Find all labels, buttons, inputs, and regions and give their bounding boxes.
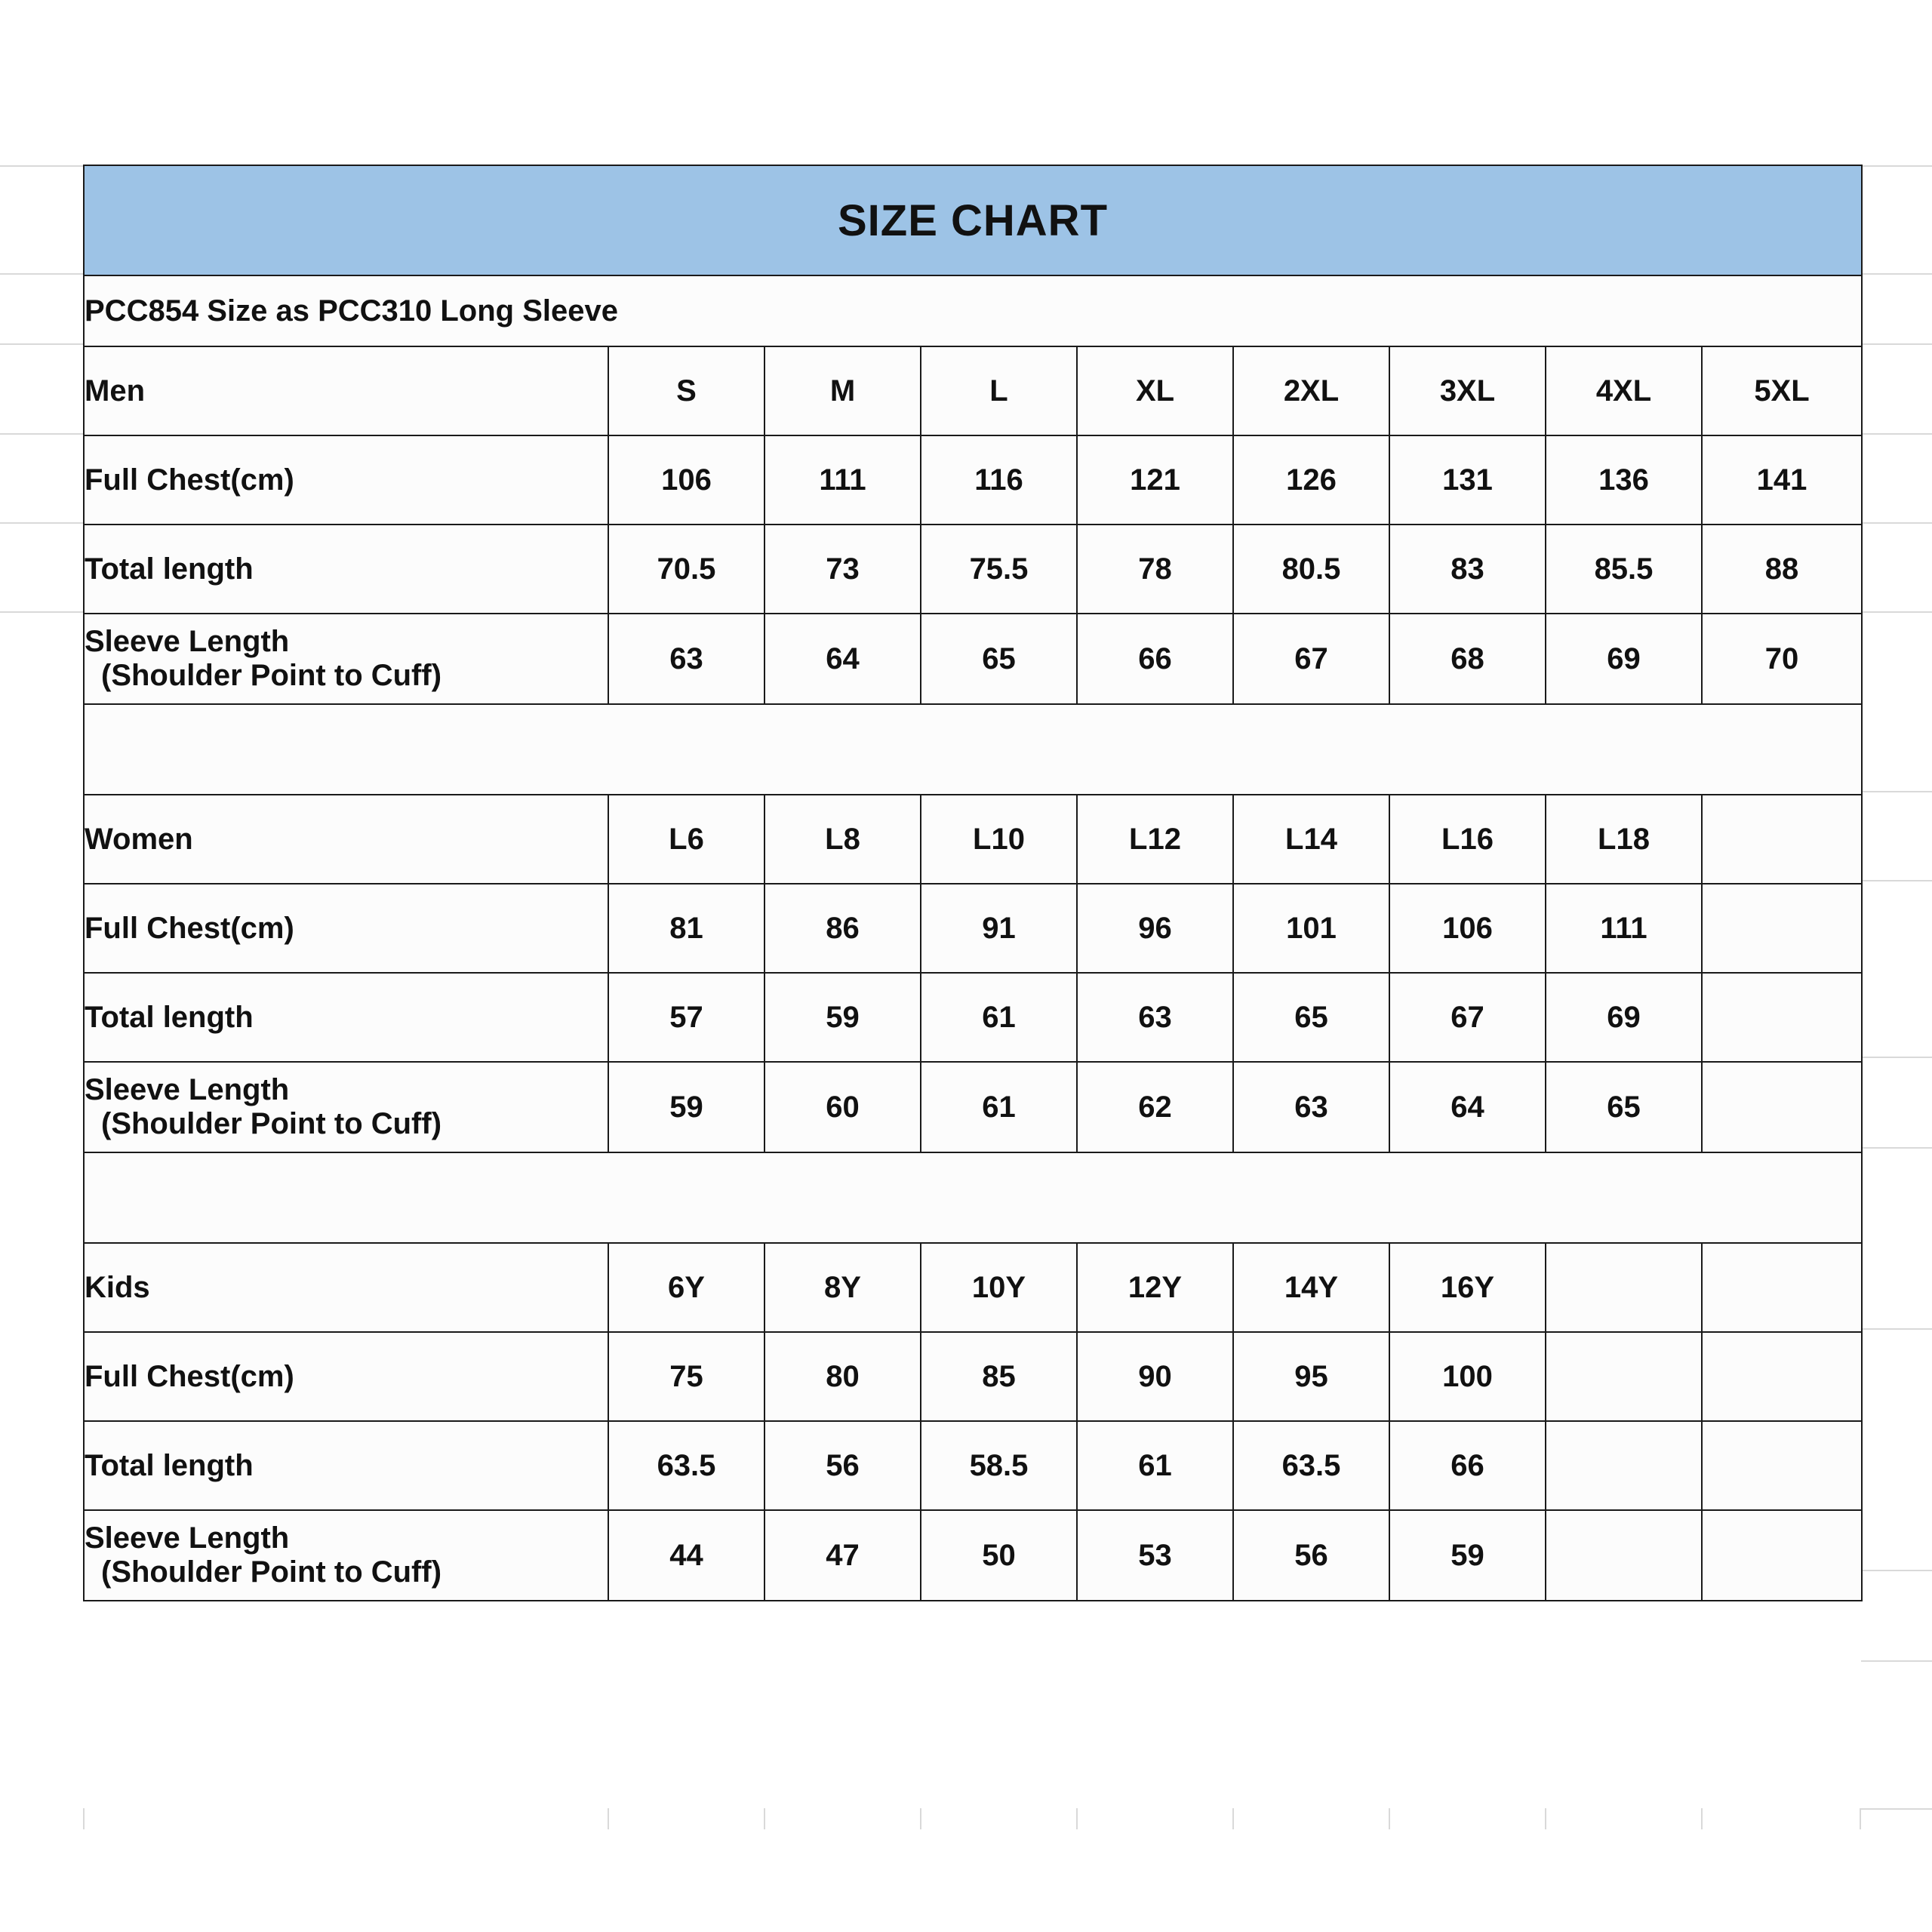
measure-cell: 80.5 bbox=[1233, 525, 1389, 614]
section-label-women: Women bbox=[84, 795, 608, 884]
row-label-full-chest: Full Chest(cm) bbox=[84, 435, 608, 525]
subtitle-text: PCC854 Size as PCC310 Long Sleeve bbox=[84, 275, 1862, 346]
size-header-cell: L14 bbox=[1233, 795, 1389, 884]
gridline-stub bbox=[1861, 273, 1932, 275]
measure-cell: 141 bbox=[1702, 435, 1862, 525]
section-label-men: Men bbox=[84, 346, 608, 435]
row-label-sleeve-length bbox=[84, 614, 608, 704]
table-row-kids-length bbox=[84, 1421, 1862, 1510]
size-header-cell-empty bbox=[1702, 795, 1862, 884]
measure-cell: 66 bbox=[1389, 1421, 1546, 1510]
table-row-men-sleeve bbox=[84, 614, 1862, 704]
measure-cell-empty bbox=[1702, 973, 1862, 1062]
size-header-cell: L10 bbox=[921, 795, 1077, 884]
table-row-men-header bbox=[84, 346, 1862, 435]
measure-cell: 83 bbox=[1389, 525, 1546, 614]
measure-cell: 62 bbox=[1077, 1062, 1233, 1152]
sleeve-label-sub: (Shoulder Point to Cuff) bbox=[101, 1555, 442, 1589]
measure-cell: 60 bbox=[764, 1062, 921, 1152]
table-row-women-sleeve bbox=[84, 1062, 1862, 1152]
measure-cell-empty bbox=[1702, 884, 1862, 973]
measure-cell: 57 bbox=[608, 973, 764, 1062]
page-title: SIZE CHART bbox=[84, 165, 1862, 275]
size-header-cell: 5XL bbox=[1702, 346, 1862, 435]
gridline-stub bbox=[0, 343, 83, 345]
measure-cell: 50 bbox=[921, 1510, 1077, 1601]
size-header-cell-empty bbox=[1702, 1243, 1862, 1332]
size-header-cell: 3XL bbox=[1389, 346, 1546, 435]
measure-cell: 58.5 bbox=[921, 1421, 1077, 1510]
row-label-total-length: Total length bbox=[84, 1421, 608, 1510]
gridline-stub bbox=[1861, 1660, 1932, 1662]
measure-cell: 73 bbox=[764, 525, 921, 614]
size-header-cell: 2XL bbox=[1233, 346, 1389, 435]
size-header-cell: 10Y bbox=[921, 1243, 1077, 1332]
table-row-women-chest bbox=[84, 884, 1862, 973]
gridline-stub bbox=[1861, 433, 1932, 435]
measure-cell: 95 bbox=[1233, 1332, 1389, 1421]
size-chart-table bbox=[83, 165, 1863, 1601]
measure-cell: 59 bbox=[764, 973, 921, 1062]
measure-cell-empty bbox=[1702, 1062, 1862, 1152]
size-header-cell: 8Y bbox=[764, 1243, 921, 1332]
measure-cell: 86 bbox=[764, 884, 921, 973]
measure-cell: 61 bbox=[921, 1062, 1077, 1152]
measure-cell: 69 bbox=[1546, 973, 1702, 1062]
row-label-sleeve-length bbox=[84, 1062, 608, 1152]
measure-cell: 96 bbox=[1077, 884, 1233, 973]
size-header-cell-empty bbox=[1546, 1243, 1702, 1332]
measure-cell: 63.5 bbox=[1233, 1421, 1389, 1510]
gridline-stub bbox=[1861, 1328, 1932, 1330]
measure-cell: 88 bbox=[1702, 525, 1862, 614]
measure-cell: 63 bbox=[1077, 973, 1233, 1062]
size-header-cell: S bbox=[608, 346, 764, 435]
sleeve-label-main: Sleeve Length bbox=[85, 1073, 290, 1107]
table-row-women-length bbox=[84, 973, 1862, 1062]
gridline-stub bbox=[1861, 880, 1932, 881]
measure-cell-empty bbox=[1702, 1421, 1862, 1510]
measure-cell: 44 bbox=[608, 1510, 764, 1601]
table-row-men-length bbox=[84, 525, 1862, 614]
measure-cell: 85 bbox=[921, 1332, 1077, 1421]
spacer-row bbox=[84, 1152, 1862, 1243]
gridline-stub bbox=[83, 1808, 85, 1829]
size-header-cell: 16Y bbox=[1389, 1243, 1546, 1332]
measure-cell: 53 bbox=[1077, 1510, 1233, 1601]
gridline-stub bbox=[1861, 343, 1932, 345]
size-header-cell: L6 bbox=[608, 795, 764, 884]
measure-cell: 59 bbox=[1389, 1510, 1546, 1601]
size-header-cell: L bbox=[921, 346, 1077, 435]
spacer-row bbox=[84, 704, 1862, 795]
measure-cell: 136 bbox=[1546, 435, 1702, 525]
spacer-cell bbox=[84, 704, 1862, 795]
size-header-cell: L8 bbox=[764, 795, 921, 884]
gridline-stub bbox=[0, 165, 83, 167]
measure-cell: 65 bbox=[1546, 1062, 1702, 1152]
table-row-women-header bbox=[84, 795, 1862, 884]
gridline-stub bbox=[1861, 1057, 1932, 1058]
measure-cell: 101 bbox=[1233, 884, 1389, 973]
measure-cell: 75.5 bbox=[921, 525, 1077, 614]
gridline-stub bbox=[1545, 1808, 1546, 1829]
measure-cell: 56 bbox=[764, 1421, 921, 1510]
measure-cell: 64 bbox=[1389, 1062, 1546, 1152]
measure-cell: 81 bbox=[608, 884, 764, 973]
measure-cell: 66 bbox=[1077, 614, 1233, 704]
spacer-cell bbox=[84, 1152, 1862, 1243]
table-row-kids-header bbox=[84, 1243, 1862, 1332]
section-label-kids: Kids bbox=[84, 1243, 608, 1332]
size-header-cell: L16 bbox=[1389, 795, 1546, 884]
row-label-full-chest: Full Chest(cm) bbox=[84, 1332, 608, 1421]
measure-cell: 121 bbox=[1077, 435, 1233, 525]
measure-cell: 70.5 bbox=[608, 525, 764, 614]
subtitle-row bbox=[84, 275, 1862, 346]
measure-cell: 80 bbox=[764, 1332, 921, 1421]
measure-cell: 100 bbox=[1389, 1332, 1546, 1421]
gridline-stub bbox=[1861, 1147, 1932, 1149]
measure-cell: 61 bbox=[921, 973, 1077, 1062]
measure-cell: 56 bbox=[1233, 1510, 1389, 1601]
gridline-stub bbox=[1701, 1808, 1703, 1829]
sleeve-label-main: Sleeve Length bbox=[85, 1521, 290, 1555]
gridline-stub bbox=[0, 273, 83, 275]
measure-cell: 47 bbox=[764, 1510, 921, 1601]
measure-cell: 70 bbox=[1702, 614, 1862, 704]
measure-cell: 68 bbox=[1389, 614, 1546, 704]
gridline-stub bbox=[0, 433, 83, 435]
measure-cell: 69 bbox=[1546, 614, 1702, 704]
size-header-cell: L18 bbox=[1546, 795, 1702, 884]
measure-cell: 65 bbox=[1233, 973, 1389, 1062]
measure-cell: 106 bbox=[1389, 884, 1546, 973]
measure-cell: 59 bbox=[608, 1062, 764, 1152]
measure-cell-empty bbox=[1702, 1332, 1862, 1421]
gridline-stub bbox=[0, 522, 83, 524]
gridline-stub bbox=[1861, 611, 1932, 613]
measure-cell: 85.5 bbox=[1546, 525, 1702, 614]
row-label-total-length: Total length bbox=[84, 525, 608, 614]
measure-cell: 61 bbox=[1077, 1421, 1233, 1510]
sleeve-label-sub: (Shoulder Point to Cuff) bbox=[101, 1107, 442, 1140]
sleeve-label-sub: (Shoulder Point to Cuff) bbox=[101, 659, 442, 692]
size-header-cell: 12Y bbox=[1077, 1243, 1233, 1332]
row-label-total-length: Total length bbox=[84, 973, 608, 1062]
gridline-stub bbox=[1861, 522, 1932, 524]
size-header-cell: M bbox=[764, 346, 921, 435]
sleeve-label-main: Sleeve Length bbox=[85, 625, 290, 659]
measure-cell: 63 bbox=[1233, 1062, 1389, 1152]
measure-cell: 126 bbox=[1233, 435, 1389, 525]
measure-cell: 111 bbox=[764, 435, 921, 525]
size-header-cell: 4XL bbox=[1546, 346, 1702, 435]
gridline-stub bbox=[0, 611, 83, 613]
size-header-cell: 14Y bbox=[1233, 1243, 1389, 1332]
gridline-stub bbox=[920, 1808, 921, 1829]
measure-cell: 63.5 bbox=[608, 1421, 764, 1510]
measure-cell: 63 bbox=[608, 614, 764, 704]
measure-cell: 78 bbox=[1077, 525, 1233, 614]
gridline-stub bbox=[1076, 1808, 1078, 1829]
measure-cell-empty bbox=[1546, 1332, 1702, 1421]
measure-cell: 67 bbox=[1389, 973, 1546, 1062]
measure-cell: 131 bbox=[1389, 435, 1546, 525]
gridline-stub bbox=[1861, 1570, 1932, 1571]
gridline-stub bbox=[1861, 791, 1932, 792]
gridline-stub bbox=[1861, 1808, 1932, 1810]
measure-cell: 111 bbox=[1546, 884, 1702, 973]
measure-cell-empty bbox=[1546, 1421, 1702, 1510]
gridline-stub bbox=[1232, 1808, 1234, 1829]
measure-cell: 90 bbox=[1077, 1332, 1233, 1421]
measure-cell: 116 bbox=[921, 435, 1077, 525]
size-header-cell: 6Y bbox=[608, 1243, 764, 1332]
measure-cell: 106 bbox=[608, 435, 764, 525]
measure-cell-empty bbox=[1702, 1510, 1862, 1601]
size-header-cell: XL bbox=[1077, 346, 1233, 435]
gridline-stub bbox=[1389, 1808, 1390, 1829]
table-row-kids-chest bbox=[84, 1332, 1862, 1421]
row-label-full-chest: Full Chest(cm) bbox=[84, 884, 608, 973]
measure-cell: 67 bbox=[1233, 614, 1389, 704]
gridline-stub bbox=[764, 1808, 765, 1829]
measure-cell: 64 bbox=[764, 614, 921, 704]
table-row-men-chest bbox=[84, 435, 1862, 525]
gridline-stub bbox=[1860, 1808, 1861, 1829]
row-label-sleeve-length bbox=[84, 1510, 608, 1601]
title-row bbox=[84, 165, 1862, 275]
measure-cell-empty bbox=[1546, 1510, 1702, 1601]
gridline-stub bbox=[608, 1808, 609, 1829]
measure-cell: 75 bbox=[608, 1332, 764, 1421]
table-row-kids-sleeve bbox=[84, 1510, 1862, 1601]
size-header-cell: L12 bbox=[1077, 795, 1233, 884]
gridline-stub bbox=[1861, 165, 1932, 167]
measure-cell: 91 bbox=[921, 884, 1077, 973]
measure-cell: 65 bbox=[921, 614, 1077, 704]
